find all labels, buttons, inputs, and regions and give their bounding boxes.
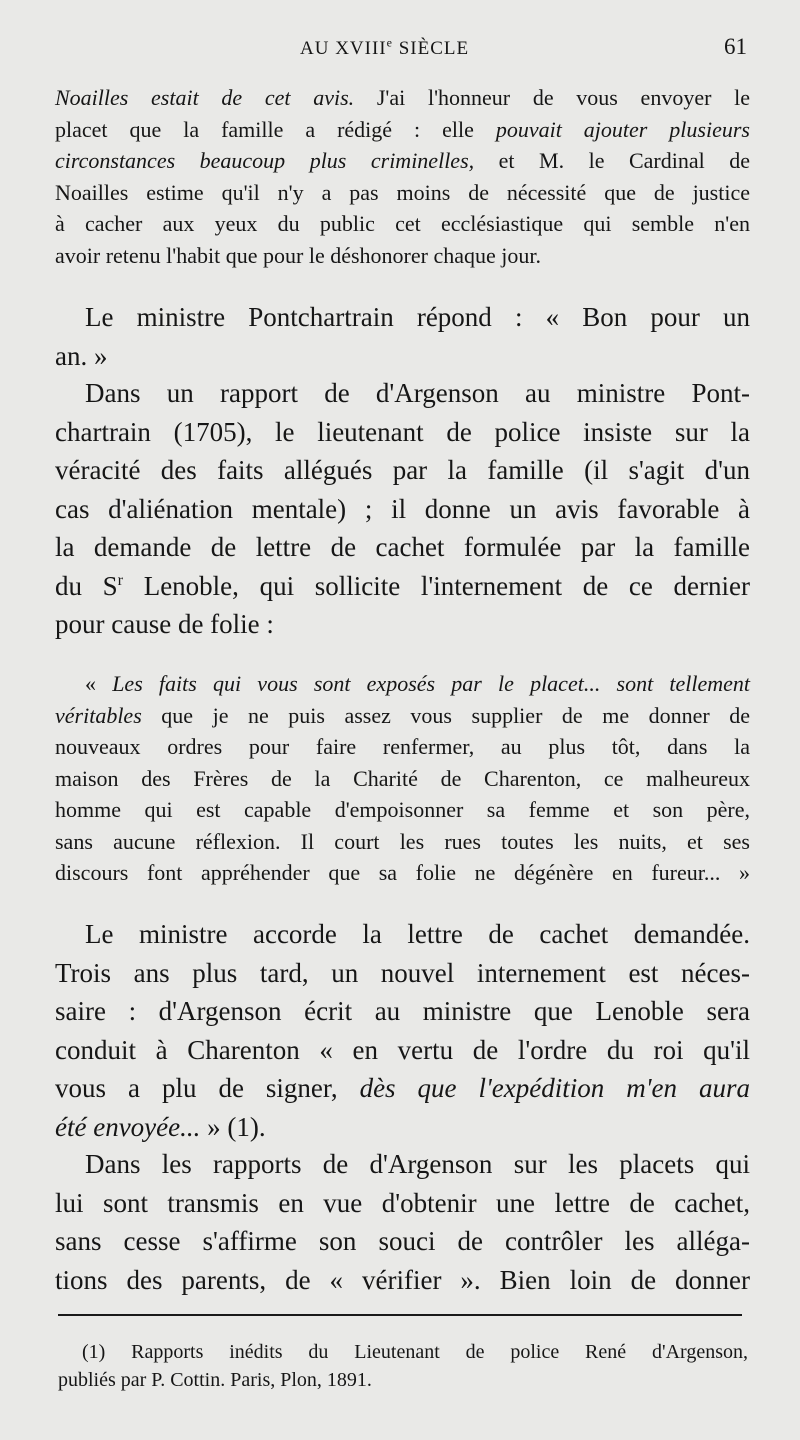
running-head-sup: e — [386, 35, 393, 50]
text-line: sans cesse s'affirme son souci de contrôler les alléga- — [55, 1226, 750, 1256]
text-line: à cacher aux yeux du public cet ecclésiastique qui semble n'en — [55, 211, 750, 236]
text-line: nouveaux ordres pour faire renfermer, au plus tôt, dans la — [55, 734, 750, 759]
text-line: Dans un rapport de d'Argenson au ministre Pont- — [85, 378, 750, 408]
text-line: sans aucune réflexion. Il court les rues toutes les nuits, et ses — [55, 828, 750, 854]
text-line — [55, 1069, 750, 1108]
text-line: avoir retenu l'habit que pour le déshonorer chaque jour. — [55, 242, 541, 268]
page-header — [0, 34, 800, 64]
paragraph-3 — [55, 374, 750, 644]
italic-text: Les faits qui vous sont exposés par le placet... sont tellement — [112, 671, 750, 696]
text-line — [55, 668, 750, 700]
text-line: chartrain (1705), le lieutenant de police insiste sur la — [55, 416, 750, 447]
text-line — [55, 145, 750, 177]
footnote-rule — [58, 1314, 742, 1316]
text-line: conduit à Charenton « en vertu de l'ordre du roi qu'il — [55, 1034, 750, 1065]
text-line: tions des parents, de « vérifier ». Bien loin de donner — [55, 1264, 750, 1295]
text-span: que je ne puis assez vous supplier de me donner de — [141, 702, 750, 728]
text-span: du S — [55, 570, 118, 601]
text-span: et M. le Cardinal de — [474, 148, 751, 173]
paragraph-2 — [55, 298, 750, 375]
footnote — [58, 1338, 748, 1394]
running-head — [300, 35, 470, 60]
text-span: J'ai l'honneur de vous envoyer le — [354, 85, 750, 110]
footnote-line: publiés par P. Cottin. Paris, Plon, 1891. — [58, 1369, 372, 1391]
text-line: an. » — [55, 340, 108, 371]
text-line: Noailles estime qu'il n'y a pas moins de nécessité que de justice — [55, 179, 750, 205]
text-line: homme qui est capable d'empoisonner sa femme et son père, — [55, 797, 750, 822]
text-line: Le ministre accorde la lettre de cachet demandée. — [85, 919, 750, 949]
text-line — [55, 700, 750, 732]
paragraph-5 — [55, 1145, 750, 1299]
running-head-suffix: SIÈCLE — [392, 38, 470, 59]
text-span: » (1). — [200, 1111, 266, 1142]
text-span: vous a plu de signer, — [55, 1073, 360, 1103]
text-line: cas d'aliénation mentale) ; il donne un avis favorable à — [55, 493, 750, 524]
footnote-line: (1) Rapports inédits du Lieutenant de police René d'Argenson, — [82, 1341, 748, 1363]
italic-text: Noailles estait de cet avis. — [55, 85, 355, 110]
text-line: véracité des faits allégués par la famille (il s'agit d'un — [55, 455, 750, 485]
text-line — [55, 114, 750, 146]
block-quote — [55, 668, 750, 889]
text-line — [55, 567, 750, 606]
text-line: pour cause de folie : — [55, 609, 274, 639]
italic-text: dès que l'expédition m'en aura — [359, 1073, 750, 1103]
text-line: discours font appréhender que sa folie ne dégénère en fureur... » — [55, 860, 750, 885]
italic-text: circonstances beaucoup plus criminelles, — [55, 148, 475, 173]
text-line: saire : d'Argenson écrit au ministre que Lenoble sera — [55, 996, 750, 1026]
text-line — [55, 82, 750, 114]
text-line: Le ministre Pontchartrain répond : « Bon pour un — [85, 302, 750, 332]
text-span: Lenoble, qui sollicite l'internement de ce dernier — [123, 570, 750, 601]
italic-text: été envoyée... — [55, 1111, 201, 1142]
text-line: Trois ans plus tard, un nouvel internement est néces- — [55, 957, 750, 988]
page-number: 61 — [724, 34, 747, 59]
text-line: maison des Frères de la Charité de Charenton, ce malheureux — [55, 765, 750, 791]
superscript: r — [117, 570, 124, 589]
italic-text: pouvait ajouter plusieurs — [495, 116, 750, 142]
text-line — [55, 1108, 750, 1147]
text-line: Dans les rapports de d'Argenson sur les placets qui — [85, 1149, 750, 1179]
italic-text: véritables — [55, 702, 142, 728]
paragraph-1 — [55, 82, 750, 271]
text-line: lui sont transmis en vue d'obtenir une lettre de cachet, — [55, 1187, 750, 1218]
text-span: « — [85, 671, 113, 696]
text-span: placet que la famille a rédigé : elle — [55, 116, 496, 142]
running-head-prefix: AU XVIII — [300, 38, 387, 59]
paragraph-4 — [55, 915, 750, 1146]
text-line: la demande de lettre de cachet formulée par la famille — [55, 532, 750, 562]
